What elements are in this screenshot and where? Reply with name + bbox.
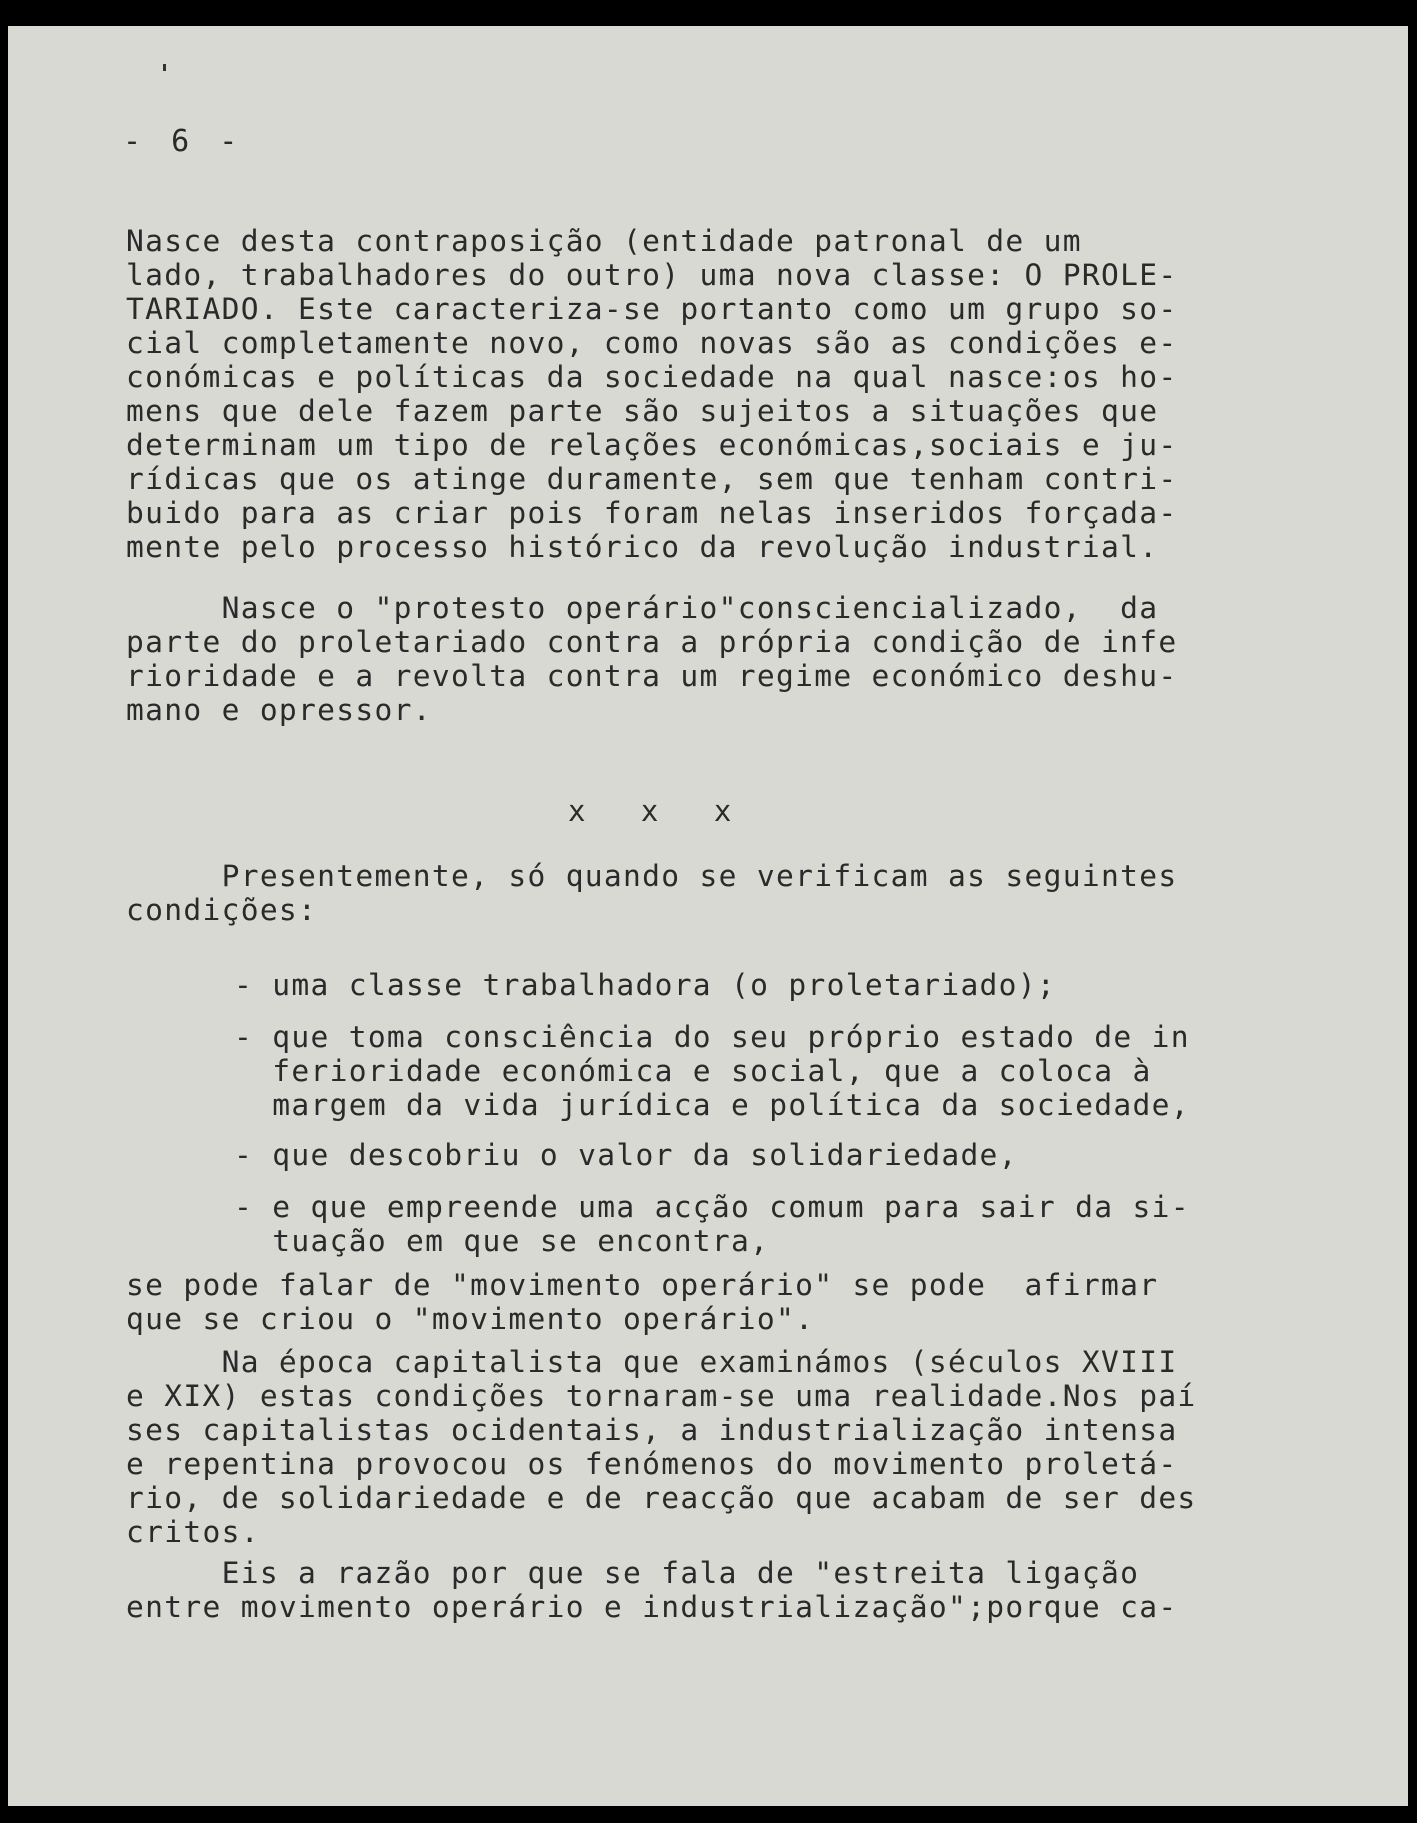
text-line: - uma classe trabalhadora (o proletariado); [234,968,1057,1002]
text-line: parte do proletariado contra a própria condição de infe [126,625,1178,659]
text-line: tuação em que se encontra, [234,1224,770,1258]
text-line: que se criou o "movimento operário". [126,1302,815,1336]
paragraph-capitalist-era [126,1345,1256,1549]
text-line: se pode falar de "movimento operário" se pode afirmar [126,1268,1159,1302]
text-line: mente pelo processo histórico da revolução industrial. [126,530,1159,564]
list-item [234,1020,1264,1122]
list-item [234,1190,1264,1258]
text-line: ses capitalistas ocidentais, a industrialização intensa [126,1413,1178,1447]
text-line: e repentina provocou os fenómenos do movimento proletá- [126,1447,1178,1481]
text-line: mens que dele fazem parte são sujeitos a situações que [126,394,1159,428]
text-line: - e que empreende uma acção comum para sair da si- [234,1190,1190,1224]
text-line: ferioridade económica e social, que a coloca à [234,1054,1152,1088]
text-line: e XIX) estas condições tornaram-se uma realidade.Nos paí [126,1379,1197,1413]
text-line: condições: [126,893,318,927]
text-line: Presentemente, só quando se verificam as seguintes [126,859,1178,893]
text-line: TARIADO. Este caracteriza-se portanto como um grupo so- [126,292,1178,326]
text-line: Na época capitalista que examinámos (séculos XVIII [126,1345,1178,1379]
section-separator: x x x [568,794,734,828]
paragraph-movement [126,1268,1256,1336]
text-line: cial completamente novo, como novas são as condições e- [126,326,1178,360]
text-line: mano e opressor. [126,693,432,727]
text-line: critos. [126,1515,260,1549]
text-line: rioridade e a revolta contra um regime económico deshu- [126,659,1178,693]
paragraph-protest [126,591,1256,727]
text-line: determinam um tipo de relações económicas,sociais e ju- [126,428,1178,462]
text-line: conómicas e políticas da sociedade na qual nasce:os ho- [126,360,1178,394]
paragraph-reason [126,1556,1256,1624]
paragraph-proletariat [126,224,1256,564]
text-line: - que descobriu o valor da solidariedade, [234,1138,1018,1172]
text-line: buido para as criar pois foram nelas inseridos forçada- [126,496,1178,530]
list-item [234,968,1264,1002]
text-line: entre movimento operário e industrialização";porque ca- [126,1590,1178,1624]
typewritten-page [8,26,1408,1806]
text-line: rio, de solidariedade e de reacção que acabam de ser des [126,1481,1197,1515]
text-line: margem da vida jurídica e política da sociedade, [234,1088,1190,1122]
page-number: - 6 - [123,124,244,159]
ink-mark [163,64,166,71]
text-line: - que toma consciência do seu próprio estado de in [234,1020,1190,1054]
text-line: lado, trabalhadores do outro) uma nova classe: O PROLE- [126,258,1178,292]
paragraph-conditions-intro [126,859,1256,927]
text-line: Nasce o "protesto operário"consciencializado, da [126,591,1159,625]
list-item [234,1138,1264,1172]
text-line: rídicas que os atinge duramente, sem que tenham contri- [126,462,1178,496]
text-line: Eis a razão por que se fala de "estreita ligação [126,1556,1140,1590]
text-line: Nasce desta contraposição (entidade patronal de um [126,224,1082,258]
